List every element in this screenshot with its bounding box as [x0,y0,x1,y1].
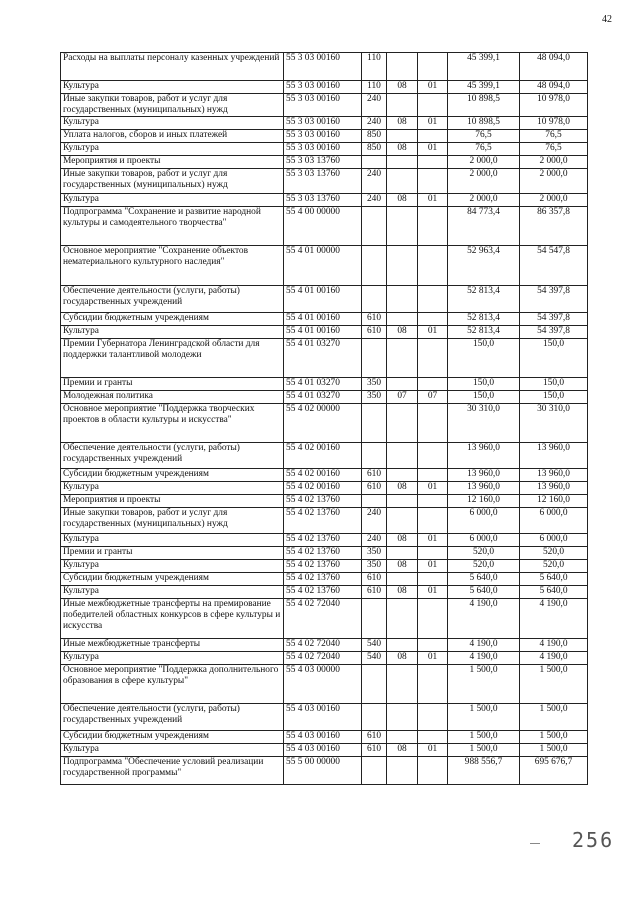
row-subsection [418,286,448,313]
row-section [387,443,418,469]
row-code: 55 4 02 13760 [284,508,362,534]
row-section: 08 [387,560,418,573]
row-expense-type [362,704,387,731]
row-subsection [418,573,448,586]
row-section [387,94,418,117]
table-row [61,443,588,469]
row-name: Иные межбюджетные трансферты на премирование победителей областных конкурсов в сфере культуры и искусства [61,599,284,639]
row-section [387,665,418,704]
row-name: Культура [61,81,284,94]
table-row [61,652,588,665]
row-expense-type: 610 [362,586,387,599]
row-subsection: 01 [418,482,448,495]
row-sum-year-1: 52 963,4 [448,246,520,286]
row-name: Мероприятия и проекты [61,156,284,169]
table-row [61,599,588,639]
row-sum-year-1: 45 399,1 [448,81,520,94]
row-sum-year-1: 520,0 [448,560,520,573]
row-sum-year-1: 52 813,4 [448,286,520,313]
row-section [387,639,418,652]
row-sum-year-1: 13 960,0 [448,443,520,469]
row-section [387,156,418,169]
row-expense-type [362,156,387,169]
row-subsection [418,665,448,704]
row-name: Подпрограмма "Сохранение и развитие народной культуры и самодеятельного творчества" [61,207,284,246]
row-code: 55 3 03 00160 [284,130,362,143]
row-sum-year-2: 10 978,0 [520,94,588,117]
row-sum-year-2: 13 960,0 [520,443,588,469]
table-row [61,744,588,757]
row-sum-year-1: 1 500,0 [448,704,520,731]
row-code: 55 4 02 72040 [284,652,362,665]
table-row [61,573,588,586]
row-code: 55 4 03 00160 [284,744,362,757]
row-subsection [418,53,448,81]
row-sum-year-1: 1 500,0 [448,744,520,757]
row-sum-year-2: 54 397,8 [520,326,588,339]
row-section [387,339,418,378]
row-expense-type: 610 [362,313,387,326]
row-section [387,53,418,81]
row-code: 55 5 00 00000 [284,757,362,785]
row-code: 55 3 03 00160 [284,53,362,81]
row-sum-year-2: 6 000,0 [520,508,588,534]
budget-table [60,52,588,785]
row-subsection: 01 [418,586,448,599]
table-row [61,194,588,207]
row-subsection [418,339,448,378]
row-name: Культура [61,534,284,547]
row-sum-year-2: 54 397,8 [520,286,588,313]
row-sum-year-2: 86 357,8 [520,207,588,246]
row-subsection [418,207,448,246]
row-subsection: 01 [418,744,448,757]
row-sum-year-2: 6 000,0 [520,534,588,547]
row-sum-year-2: 76,5 [520,143,588,156]
row-expense-type: 850 [362,130,387,143]
row-code: 55 3 03 00160 [284,117,362,130]
row-expense-type: 610 [362,731,387,744]
row-name: Культура [61,143,284,156]
row-subsection [418,508,448,534]
row-sum-year-2: 1 500,0 [520,665,588,704]
row-name: Иные межбюджетные трансферты [61,639,284,652]
table-row [61,639,588,652]
table-row [61,286,588,313]
row-expense-type [362,404,387,443]
row-section [387,169,418,194]
table-body [61,53,588,785]
table-row [61,169,588,194]
row-code: 55 4 00 00000 [284,207,362,246]
row-code: 55 4 02 13760 [284,560,362,573]
table-row [61,731,588,744]
row-section [387,508,418,534]
row-name: Субсидии бюджетным учреждениям [61,469,284,482]
row-sum-year-2: 150,0 [520,391,588,404]
row-section [387,378,418,391]
row-expense-type [362,207,387,246]
table-row [61,117,588,130]
row-section: 08 [387,326,418,339]
row-sum-year-2: 520,0 [520,560,588,573]
row-subsection: 01 [418,81,448,94]
table-row [61,94,588,117]
row-name: Субсидии бюджетным учреждениям [61,313,284,326]
row-name: Основное мероприятие "Поддержка дополнительного образования в сфере культуры" [61,665,284,704]
row-section [387,573,418,586]
row-sum-year-1: 6 000,0 [448,534,520,547]
row-subsection [418,731,448,744]
row-name: Премии и гранты [61,378,284,391]
row-section: 08 [387,194,418,207]
row-name: Мероприятия и проекты [61,495,284,508]
row-subsection: 01 [418,117,448,130]
row-expense-type: 240 [362,194,387,207]
row-sum-year-1: 1 500,0 [448,665,520,704]
row-expense-type: 240 [362,94,387,117]
row-sum-year-1: 4 190,0 [448,639,520,652]
row-sum-year-2: 4 190,0 [520,599,588,639]
table-row [61,704,588,731]
table-row [61,378,588,391]
row-section [387,246,418,286]
row-sum-year-1: 30 310,0 [448,404,520,443]
row-sum-year-2: 13 960,0 [520,469,588,482]
row-section [387,469,418,482]
row-section [387,731,418,744]
row-code: 55 4 01 03270 [284,339,362,378]
row-expense-type: 610 [362,573,387,586]
row-sum-year-1: 520,0 [448,547,520,560]
row-code: 55 4 01 00000 [284,246,362,286]
row-expense-type: 540 [362,652,387,665]
row-sum-year-2: 5 640,0 [520,586,588,599]
row-sum-year-1: 13 960,0 [448,469,520,482]
row-subsection [418,404,448,443]
row-subsection: 01 [418,534,448,547]
table-row [61,404,588,443]
row-expense-type [362,599,387,639]
table-row [61,313,588,326]
row-sum-year-2: 2 000,0 [520,194,588,207]
table-row [61,143,588,156]
row-name: Молодежная политика [61,391,284,404]
row-name: Субсидии бюджетным учреждениям [61,573,284,586]
row-expense-type [362,665,387,704]
row-code: 55 4 01 03270 [284,378,362,391]
row-subsection: 01 [418,143,448,156]
row-expense-type: 240 [362,117,387,130]
row-subsection [418,443,448,469]
row-sum-year-2: 2 000,0 [520,156,588,169]
row-sum-year-2: 30 310,0 [520,404,588,443]
row-expense-type: 240 [362,508,387,534]
row-sum-year-2: 12 160,0 [520,495,588,508]
row-sum-year-2: 150,0 [520,339,588,378]
row-code: 55 4 02 00000 [284,404,362,443]
row-sum-year-1: 5 640,0 [448,573,520,586]
row-sum-year-2: 2 000,0 [520,169,588,194]
row-expense-type: 350 [362,378,387,391]
table-row [61,586,588,599]
table-row [61,391,588,404]
row-expense-type: 240 [362,534,387,547]
archive-stamp-number: 256 [572,828,615,852]
row-code: 55 4 02 72040 [284,599,362,639]
row-section [387,757,418,785]
row-section: 08 [387,586,418,599]
row-subsection [418,704,448,731]
row-expense-type [362,495,387,508]
row-sum-year-1: 988 556,7 [448,757,520,785]
row-code: 55 3 03 00160 [284,81,362,94]
row-name: Обеспечение деятельности (услуги, работы) государственных учреждений [61,443,284,469]
row-name: Основное мероприятие "Поддержка творческих проектов в области культуры и искусства" [61,404,284,443]
row-expense-type [362,246,387,286]
row-expense-type: 350 [362,560,387,573]
row-subsection: 07 [418,391,448,404]
table-row [61,339,588,378]
table-row [61,246,588,286]
row-sum-year-2: 4 190,0 [520,652,588,665]
page-number: 42 [602,14,612,25]
row-name: Культура [61,652,284,665]
row-name: Культура [61,586,284,599]
table-row [61,81,588,94]
row-name: Премии Губернатора Ленинградской области для поддержки талантливой молодежи [61,339,284,378]
row-name: Обеспечение деятельности (услуги, работы) государственных учреждений [61,286,284,313]
row-sum-year-1: 10 898,5 [448,94,520,117]
row-section [387,286,418,313]
row-section: 08 [387,744,418,757]
row-section [387,547,418,560]
row-name: Культура [61,117,284,130]
table-row [61,326,588,339]
row-code: 55 3 03 00160 [284,94,362,117]
row-section [387,313,418,326]
row-expense-type: 610 [362,469,387,482]
row-section [387,599,418,639]
row-sum-year-2: 13 960,0 [520,482,588,495]
row-sum-year-1: 2 000,0 [448,169,520,194]
row-code: 55 4 02 72040 [284,639,362,652]
row-sum-year-1: 52 813,4 [448,313,520,326]
row-section [387,207,418,246]
row-sum-year-2: 10 978,0 [520,117,588,130]
row-sum-year-1: 2 000,0 [448,156,520,169]
row-name: Основное мероприятие "Сохранение объектов нематериального культурного наследия" [61,246,284,286]
row-expense-type: 240 [362,169,387,194]
row-code: 55 4 01 03270 [284,391,362,404]
row-name: Культура [61,194,284,207]
row-subsection [418,94,448,117]
row-subsection [418,547,448,560]
table-row [61,665,588,704]
row-sum-year-1: 150,0 [448,378,520,391]
table-row [61,53,588,81]
row-sum-year-1: 45 399,1 [448,53,520,81]
row-expense-type [362,339,387,378]
row-code: 55 4 01 00160 [284,286,362,313]
row-section [387,704,418,731]
row-section [387,130,418,143]
table-row [61,495,588,508]
row-name: Иные закупки товаров, работ и услуг для государственных (муниципальных) нужд [61,94,284,117]
row-sum-year-1: 84 773,4 [448,207,520,246]
row-section: 08 [387,482,418,495]
table-row [61,469,588,482]
table-row [61,207,588,246]
row-section: 08 [387,652,418,665]
row-expense-type: 540 [362,639,387,652]
row-sum-year-1: 4 190,0 [448,652,520,665]
row-sum-year-1: 1 500,0 [448,731,520,744]
row-subsection [418,599,448,639]
row-subsection [418,469,448,482]
row-sum-year-1: 52 813,4 [448,326,520,339]
row-sum-year-2: 1 500,0 [520,744,588,757]
row-sum-year-2: 54 397,8 [520,313,588,326]
margin-mark [530,843,540,844]
row-name: Уплата налогов, сборов и иных платежей [61,130,284,143]
row-code: 55 4 03 00000 [284,665,362,704]
row-sum-year-1: 13 960,0 [448,482,520,495]
table-row [61,547,588,560]
row-code: 55 4 02 13760 [284,547,362,560]
row-section: 08 [387,534,418,547]
row-subsection: 01 [418,194,448,207]
row-code: 55 4 01 00160 [284,313,362,326]
row-code: 55 3 03 13760 [284,156,362,169]
row-sum-year-1: 2 000,0 [448,194,520,207]
row-sum-year-1: 4 190,0 [448,599,520,639]
row-code: 55 4 02 13760 [284,586,362,599]
row-sum-year-2: 695 676,7 [520,757,588,785]
row-section [387,404,418,443]
row-code: 55 3 03 00160 [284,143,362,156]
row-sum-year-2: 150,0 [520,378,588,391]
row-sum-year-1: 6 000,0 [448,508,520,534]
row-code: 55 4 03 00160 [284,704,362,731]
row-sum-year-2: 54 547,8 [520,246,588,286]
row-code: 55 4 02 00160 [284,482,362,495]
row-expense-type [362,443,387,469]
row-section: 08 [387,117,418,130]
row-code: 55 3 03 13760 [284,194,362,207]
row-subsection [418,757,448,785]
row-subsection: 01 [418,652,448,665]
table-row [61,560,588,573]
row-sum-year-2: 5 640,0 [520,573,588,586]
row-sum-year-2: 1 500,0 [520,704,588,731]
row-expense-type: 850 [362,143,387,156]
row-expense-type: 110 [362,81,387,94]
row-subsection: 01 [418,560,448,573]
row-name: Премии и гранты [61,547,284,560]
table-row [61,757,588,785]
row-name: Культура [61,326,284,339]
row-name: Иные закупки товаров, работ и услуг для государственных (муниципальных) нужд [61,508,284,534]
row-sum-year-1: 76,5 [448,130,520,143]
row-code: 55 4 02 13760 [284,573,362,586]
row-expense-type: 350 [362,391,387,404]
row-expense-type: 610 [362,326,387,339]
row-sum-year-2: 48 094,0 [520,81,588,94]
row-sum-year-2: 76,5 [520,130,588,143]
table-row [61,482,588,495]
row-expense-type [362,757,387,785]
row-name: Иные закупки товаров, работ и услуг для государственных (муниципальных) нужд [61,169,284,194]
row-section: 07 [387,391,418,404]
table-row [61,534,588,547]
row-expense-type: 110 [362,53,387,81]
row-code: 55 4 01 00160 [284,326,362,339]
row-name: Обеспечение деятельности (услуги, работы) государственных учреждений [61,704,284,731]
row-name: Культура [61,560,284,573]
row-code: 55 4 02 13760 [284,534,362,547]
table-row [61,508,588,534]
row-section: 08 [387,81,418,94]
table-row [61,130,588,143]
row-name: Подпрограмма "Обеспечение условий реализации государственной программы" [61,757,284,785]
row-sum-year-1: 10 898,5 [448,117,520,130]
row-section: 08 [387,143,418,156]
row-sum-year-1: 5 640,0 [448,586,520,599]
row-expense-type [362,286,387,313]
row-name: Культура [61,482,284,495]
row-code: 55 4 02 00160 [284,469,362,482]
row-subsection [418,246,448,286]
row-sum-year-1: 76,5 [448,143,520,156]
row-code: 55 4 02 00160 [284,443,362,469]
row-sum-year-2: 4 190,0 [520,639,588,652]
row-sum-year-1: 150,0 [448,339,520,378]
row-code: 55 4 02 13760 [284,495,362,508]
row-subsection [418,639,448,652]
row-subsection [418,378,448,391]
row-name: Расходы на выплаты персоналу казенных учреждений [61,53,284,81]
row-subsection [418,169,448,194]
row-name: Культура [61,744,284,757]
row-subsection [418,130,448,143]
table-row [61,156,588,169]
row-section [387,495,418,508]
row-subsection [418,313,448,326]
row-subsection: 01 [418,326,448,339]
row-sum-year-1: 150,0 [448,391,520,404]
row-expense-type: 610 [362,744,387,757]
row-sum-year-2: 48 094,0 [520,53,588,81]
row-expense-type: 350 [362,547,387,560]
row-expense-type: 610 [362,482,387,495]
row-sum-year-2: 1 500,0 [520,731,588,744]
row-sum-year-1: 12 160,0 [448,495,520,508]
row-code: 55 4 03 00160 [284,731,362,744]
row-sum-year-2: 520,0 [520,547,588,560]
row-subsection [418,156,448,169]
row-name: Субсидии бюджетным учреждениям [61,731,284,744]
row-subsection [418,495,448,508]
row-code: 55 3 03 13760 [284,169,362,194]
